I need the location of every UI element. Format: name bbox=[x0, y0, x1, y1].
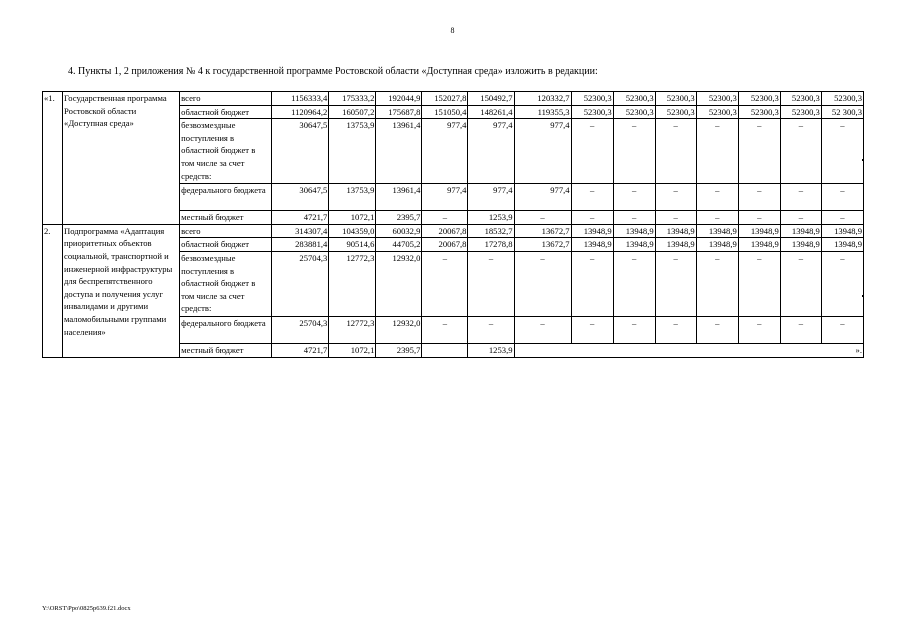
value-cell: 52300,3 bbox=[696, 105, 738, 119]
row-label: областной бюджет bbox=[180, 238, 272, 252]
value-cell: – bbox=[738, 251, 780, 316]
budget-table bbox=[42, 91, 864, 358]
value-cell: – bbox=[571, 211, 613, 225]
value-cell: – bbox=[655, 211, 696, 225]
value-cell: 4721,7 bbox=[272, 211, 329, 225]
value-cell: 13948,9 bbox=[613, 224, 655, 238]
value-cell: – bbox=[821, 251, 863, 316]
value-cell: 192044,9 bbox=[376, 92, 422, 106]
value-cell: 52300,3 bbox=[571, 105, 613, 119]
value-cell: 13948,9 bbox=[780, 238, 821, 252]
value-cell: – bbox=[780, 251, 821, 316]
value-cell: 1072,1 bbox=[329, 343, 376, 357]
value-cell: 52300,3 bbox=[738, 92, 780, 106]
value-cell: – bbox=[422, 251, 468, 316]
value-cell: 12772,3 bbox=[329, 251, 376, 316]
value-cell: 13948,9 bbox=[613, 238, 655, 252]
row-label: федерального бюджета bbox=[180, 184, 272, 211]
value-cell: – bbox=[780, 184, 821, 211]
value-cell: 52300,3 bbox=[613, 105, 655, 119]
page-number: 8 bbox=[450, 26, 455, 35]
value-cell: – bbox=[422, 211, 468, 225]
value-cell: – bbox=[468, 316, 514, 343]
value-cell: 283881,4 bbox=[272, 238, 329, 252]
value-cell: – bbox=[613, 316, 655, 343]
value-cell: 52300,3 bbox=[571, 92, 613, 106]
section-number: 2. bbox=[43, 224, 63, 357]
value-cell: 52300,3 bbox=[821, 92, 863, 106]
value-cell: – bbox=[696, 251, 738, 316]
value-cell: 13948,9 bbox=[571, 238, 613, 252]
value-cell: – bbox=[422, 316, 468, 343]
value-cell: 13961,4 bbox=[376, 184, 422, 211]
value-cell: 13948,9 bbox=[738, 238, 780, 252]
value-cell: 150492,7 bbox=[468, 92, 514, 106]
value-cell: 20067,8 bbox=[422, 238, 468, 252]
value-cell: 52300,3 bbox=[696, 92, 738, 106]
closing-quote-mark: ». bbox=[821, 343, 863, 357]
value-cell: – bbox=[514, 316, 571, 343]
value-cell: – bbox=[613, 119, 655, 184]
value-cell: 175687,8 bbox=[376, 105, 422, 119]
value-cell: 4721,7 bbox=[272, 343, 329, 357]
value-cell: 52300,3 bbox=[655, 92, 696, 106]
value-cell: – bbox=[780, 316, 821, 343]
value-cell: 60032,9 bbox=[376, 224, 422, 238]
value-cell: – bbox=[571, 184, 613, 211]
value-cell: 160507,2 bbox=[329, 105, 376, 119]
value-cell: 13961,4 bbox=[376, 119, 422, 184]
value-cell: 18532,7 bbox=[468, 224, 514, 238]
value-cell: – bbox=[696, 184, 738, 211]
value-cell bbox=[696, 343, 738, 357]
value-cell: – bbox=[696, 316, 738, 343]
value-cell: – bbox=[571, 251, 613, 316]
value-cell: 12932,0 bbox=[376, 316, 422, 343]
value-cell: 12932,0 bbox=[376, 251, 422, 316]
value-cell: – bbox=[696, 211, 738, 225]
value-cell bbox=[655, 343, 696, 357]
value-cell: 30647,5 bbox=[272, 119, 329, 184]
value-cell: 44705,2 bbox=[376, 238, 422, 252]
value-cell: 977,4 bbox=[422, 184, 468, 211]
value-cell: – bbox=[655, 251, 696, 316]
value-cell: 12772,3 bbox=[329, 316, 376, 343]
value-cell: 52300,3 bbox=[655, 105, 696, 119]
value-cell: – bbox=[468, 251, 514, 316]
row-label: безвозмездные поступления в областной бюджет в том числе за счет средств: bbox=[180, 119, 272, 184]
value-cell: 151050,4 bbox=[422, 105, 468, 119]
value-cell: 977,4 bbox=[468, 119, 514, 184]
row-label: местный бюджет bbox=[180, 211, 272, 225]
row-label: всего bbox=[180, 92, 272, 106]
value-cell: 977,4 bbox=[422, 119, 468, 184]
edge-mark bbox=[862, 159, 863, 161]
row-label: всего bbox=[180, 224, 272, 238]
value-cell bbox=[571, 343, 613, 357]
section-title: Подпрограмма «Адаптация приоритетных объектов социальной, транспортной и инженерной инфраструктуры для беспрепятственного доступа и получения услуг инвалидами и другими маломобильными группами населения» bbox=[63, 224, 180, 357]
row-label: безвозмездные поступления в областной бюджет в том числе за счет средств: bbox=[180, 251, 272, 316]
value-cell: – bbox=[780, 119, 821, 184]
section-number: «1. bbox=[43, 92, 63, 225]
value-cell: 148261,4 bbox=[468, 105, 514, 119]
value-cell: 13948,9 bbox=[696, 224, 738, 238]
value-cell: 175333,2 bbox=[329, 92, 376, 106]
value-cell: 119355,3 bbox=[514, 105, 571, 119]
value-cell bbox=[422, 343, 468, 357]
value-cell: – bbox=[821, 211, 863, 225]
value-cell: 2395,7 bbox=[376, 211, 422, 225]
value-cell: 104359,0 bbox=[329, 224, 376, 238]
value-cell: 90514,6 bbox=[329, 238, 376, 252]
value-cell: 1120964,2 bbox=[272, 105, 329, 119]
value-cell: 120332,7 bbox=[514, 92, 571, 106]
value-cell: – bbox=[780, 211, 821, 225]
value-cell: 13948,9 bbox=[696, 238, 738, 252]
value-cell: – bbox=[696, 119, 738, 184]
value-cell: 13753,9 bbox=[329, 184, 376, 211]
value-cell: 13672,7 bbox=[514, 238, 571, 252]
file-path-footer: Y:\ORST\Ppo\0825p639.f21.docx bbox=[42, 605, 131, 612]
value-cell: 1253,9 bbox=[468, 343, 514, 357]
value-cell: – bbox=[613, 184, 655, 211]
value-cell: 17278,8 bbox=[468, 238, 514, 252]
value-cell: – bbox=[613, 211, 655, 225]
value-cell: 25704,3 bbox=[272, 251, 329, 316]
value-cell: 13753,9 bbox=[329, 119, 376, 184]
value-cell: 152027,8 bbox=[422, 92, 468, 106]
value-cell: 314307,4 bbox=[272, 224, 329, 238]
value-cell: 13672,7 bbox=[514, 224, 571, 238]
value-cell: – bbox=[821, 316, 863, 343]
value-cell: – bbox=[738, 184, 780, 211]
value-cell: 25704,3 bbox=[272, 316, 329, 343]
table-row bbox=[43, 224, 864, 238]
value-cell: – bbox=[571, 119, 613, 184]
value-cell bbox=[780, 343, 821, 357]
value-cell: – bbox=[514, 251, 571, 316]
value-cell: 977,4 bbox=[514, 119, 571, 184]
intro-paragraph: 4. Пункты 1, 2 приложения № 4 к государственной программе Ростовской области «Доступная среда» изложить в редакции: bbox=[68, 66, 598, 77]
value-cell: – bbox=[821, 184, 863, 211]
value-cell: – bbox=[738, 119, 780, 184]
value-cell: – bbox=[738, 211, 780, 225]
value-cell: – bbox=[655, 119, 696, 184]
value-cell: 52300,3 bbox=[738, 105, 780, 119]
value-cell: 13948,9 bbox=[571, 224, 613, 238]
section-title: Государственная программа Ростовской области «Доступная среда» bbox=[63, 92, 180, 225]
value-cell: 52300,3 bbox=[780, 92, 821, 106]
row-label: областной бюджет bbox=[180, 105, 272, 119]
value-cell: 977,4 bbox=[468, 184, 514, 211]
value-cell: 13948,9 bbox=[780, 224, 821, 238]
value-cell bbox=[738, 343, 780, 357]
row-label: местный бюджет bbox=[180, 343, 272, 357]
value-cell: 13948,9 bbox=[738, 224, 780, 238]
value-cell: 13948,9 bbox=[821, 238, 863, 252]
value-cell: 52300,3 bbox=[613, 92, 655, 106]
value-cell: – bbox=[738, 316, 780, 343]
table-row bbox=[43, 92, 864, 106]
value-cell: – bbox=[821, 119, 863, 184]
value-cell: 977,4 bbox=[514, 184, 571, 211]
value-cell: 1156333,4 bbox=[272, 92, 329, 106]
value-cell: 20067,8 bbox=[422, 224, 468, 238]
row-label: федерального бюджета bbox=[180, 316, 272, 343]
value-cell: – bbox=[514, 211, 571, 225]
value-cell: 2395,7 bbox=[376, 343, 422, 357]
value-cell: 1072,1 bbox=[329, 211, 376, 225]
value-cell: 1253,9 bbox=[468, 211, 514, 225]
value-cell: 30647,5 bbox=[272, 184, 329, 211]
value-cell: – bbox=[655, 184, 696, 211]
value-cell: – bbox=[571, 316, 613, 343]
value-cell: 13948,9 bbox=[655, 224, 696, 238]
value-cell bbox=[613, 343, 655, 357]
value-cell bbox=[514, 343, 571, 357]
value-cell: 52 300,3 bbox=[821, 105, 863, 119]
value-cell: 52300,3 bbox=[780, 105, 821, 119]
value-cell: – bbox=[655, 316, 696, 343]
value-cell: – bbox=[613, 251, 655, 316]
value-cell: 13948,9 bbox=[821, 224, 863, 238]
value-cell: 13948,9 bbox=[655, 238, 696, 252]
edge-mark bbox=[862, 295, 863, 297]
